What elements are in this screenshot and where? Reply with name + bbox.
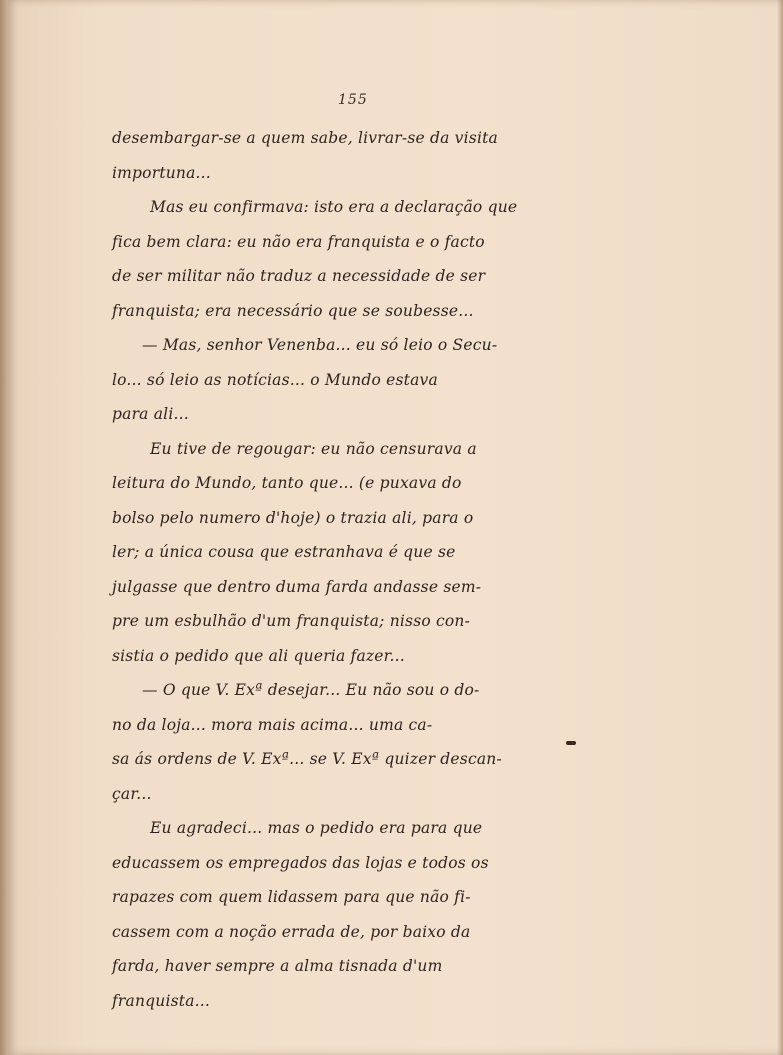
text-line: julgasse que dentro duma farda andasse sem- <box>112 577 482 596</box>
text-line: franquista... <box>112 991 211 1010</box>
text-line: fica bem clara: eu não era franquista e o facto <box>112 232 485 251</box>
text-line: Eu tive de regougar: eu não censurava a <box>150 439 477 458</box>
text-line: bolso pelo numero d'hoje) o trazia ali, para o <box>112 508 474 527</box>
text-line: rapazes com quem lidassem para que não fi- <box>112 888 471 906</box>
text-line: — O que V. Exª desejar... Eu não sou o do- <box>142 681 480 699</box>
text-line: importuna... <box>112 163 211 182</box>
page-edge-shadow <box>777 0 783 1055</box>
text-line: sa ás ordens de V. Exª... se V. Exª quizer descan- <box>112 750 502 768</box>
text-line: para ali... <box>112 405 189 423</box>
text-line: no da loja... mora mais acima... uma ca- <box>112 715 433 734</box>
text-line: ler; a única cousa que estranhava é que se <box>112 543 456 561</box>
text-line: educassem os empregados das lojas e todos os <box>112 853 489 872</box>
ink-smudge <box>566 741 576 745</box>
text-line: — Mas, senhor Venenba... eu só leio o Secu- <box>142 336 498 354</box>
text-line: sistia o pedido que ali queria fazer... <box>112 646 405 665</box>
manuscript-page <box>8 0 783 1055</box>
text-line: Eu agradeci... mas o pedido era para que <box>150 819 483 837</box>
text-line: farda, haver sempre a alma tisnada d'um <box>112 957 443 975</box>
text-line: desembargar-se a quem sabe, livrar-se da visita <box>112 129 498 147</box>
page-gutter-shadow <box>0 0 8 1055</box>
handwritten-text-block <box>112 121 612 1018</box>
page-number: 155 <box>338 92 368 108</box>
text-line: de ser militar não traduz a necessidade de ser <box>112 267 486 285</box>
text-line: franquista; era necessário que se soubesse... <box>112 301 474 320</box>
text-line: çar... <box>112 784 152 803</box>
text-line: pre um esbulhão d'um franquista; nisso con- <box>112 612 471 630</box>
text-line: Mas eu confirmava: isto era a declaração que <box>150 198 518 216</box>
text-line: leitura do Mundo, tanto que... (e puxava do <box>112 474 462 492</box>
text-line: cassem com a noção errada de, por baixo da <box>112 922 471 941</box>
text-line: lo... só leio as notícias... o Mundo estava <box>112 370 438 389</box>
